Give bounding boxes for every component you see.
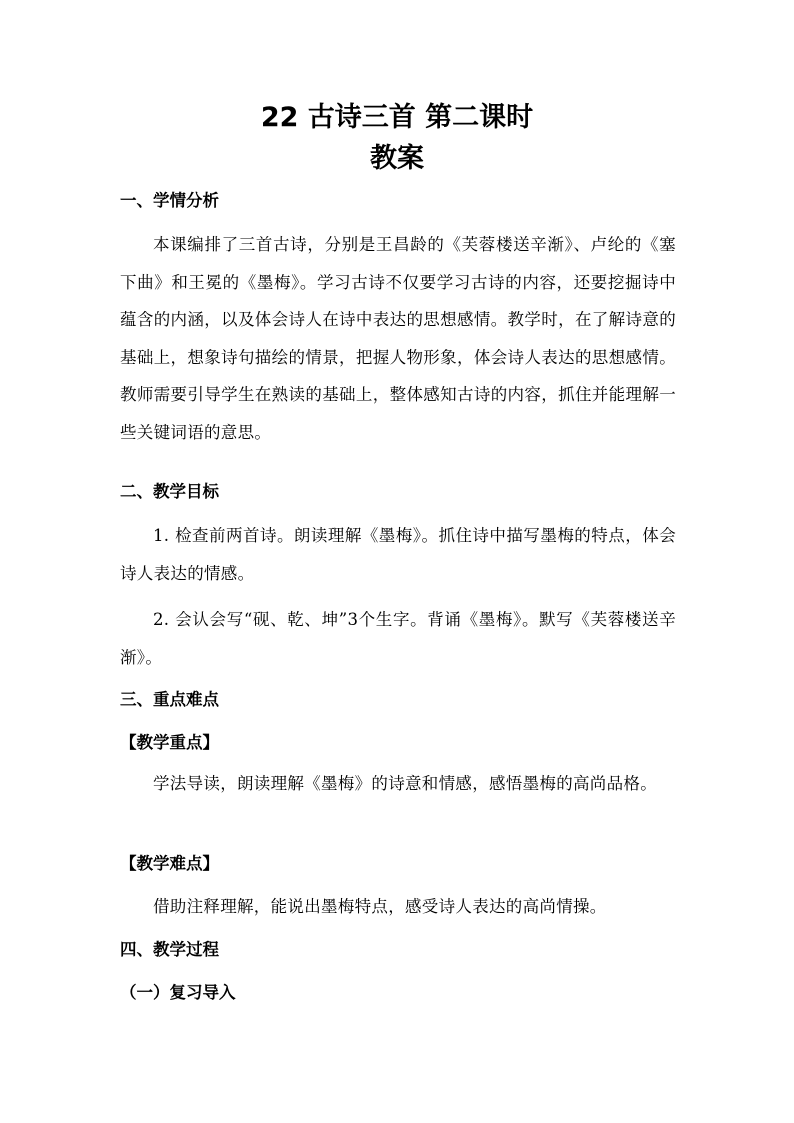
subheading-review-intro: （一）复习导入	[120, 983, 236, 1002]
subheading-difficulty: 【教学难点】	[120, 854, 219, 873]
paragraph-goal-2: 2. 会认会写“砚、乾、坤”3个生字。背诵《墨梅》。默写《芙蓉楼送辛渐》。	[120, 610, 676, 667]
paragraph-analysis: 本课编排了三首古诗，分别是王昌龄的《芙蓉楼送辛渐》、卢纶的《塞下曲》和王冕的《墨梅》。学习古诗不仅要学习古诗的内容，还要挖掘诗中蕴含的内涵，以及体会诗人在诗中表达的思想感情。教学时，在了解诗意的基础上，想象诗句描绘的情景，把握人物形象，体会诗人表达的思想感情。教师需要引导学生在熟读的基础上，整体感知古诗的内容，抓住并能理解一些关键词语的意思。	[120, 235, 676, 442]
section-heading-goals: 二、教学目标	[120, 482, 219, 501]
section-heading-analysis: 一、学情分析	[120, 191, 219, 210]
paragraph-goal-1: 1. 检查前两首诗。朗读理解《墨梅》。抓住诗中描写墨梅的特点，体会诗人表达的情感。	[120, 526, 676, 583]
section-heading-process: 四、教学过程	[120, 940, 219, 959]
paragraph-difficulty: 借助注释理解，能说出墨梅特点，感受诗人表达的高尚情操。	[153, 897, 607, 916]
section-heading-key-points: 三、重点难点	[120, 690, 219, 709]
subheading-key-point: 【教学重点】	[120, 733, 219, 752]
document-title: 22 古诗三首 第二课时	[260, 102, 534, 133]
document-subtitle: 教案	[370, 143, 424, 174]
paragraph-key-point: 学法导读，朗读理解《墨梅》的诗意和情感，感悟墨梅的高尚品格。	[153, 774, 657, 793]
